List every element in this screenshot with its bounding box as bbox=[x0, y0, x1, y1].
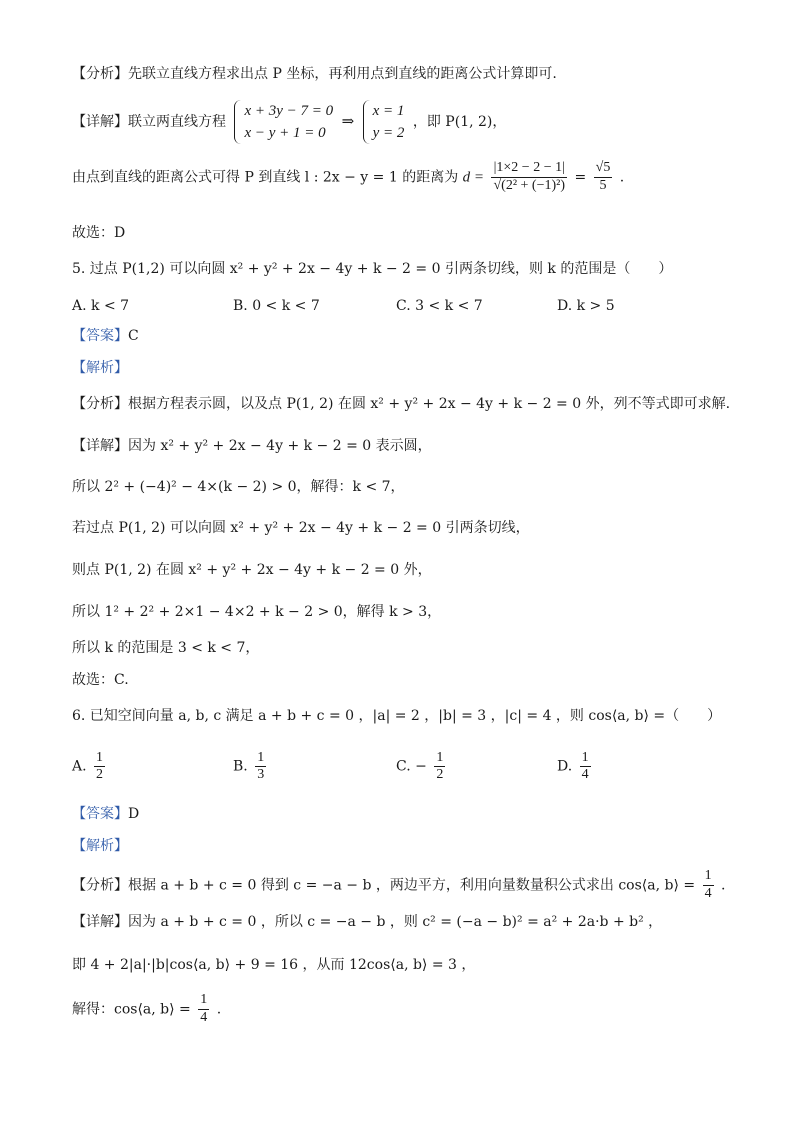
q5-detail-4: 则点 P(1, 2) 在圆 x² + y² + 2x − 4y + k − 2 = 0 外， bbox=[72, 562, 432, 578]
distance-prefix: 由点到直线的距离公式可得 P 到直线 l : 2x − y = 1 的距离为 bbox=[72, 169, 459, 186]
q5-answer-value: C bbox=[128, 328, 139, 344]
q6-analysis bbox=[72, 868, 725, 903]
q6-option-a bbox=[72, 750, 108, 783]
result-numerator: √5 bbox=[594, 160, 613, 178]
implies-arrow: ⇒ bbox=[341, 114, 355, 130]
distance-line bbox=[72, 160, 624, 195]
q6-answer bbox=[72, 806, 139, 823]
frac-num: 1 bbox=[96, 750, 104, 765]
q6-option-d-frac bbox=[580, 750, 591, 783]
distance-fraction bbox=[491, 160, 567, 195]
q6-detail-2: 即 4 + 2|a|·|b|cos⟨a, b⟩ + 9 = 16 ，从而 12cos⟨a, b⟩ = 3 ， bbox=[72, 957, 476, 973]
q6-jiexi: 【解析】 bbox=[72, 838, 128, 854]
frac-den: 2 bbox=[436, 767, 444, 782]
q6-option-b-label: B. bbox=[233, 758, 248, 775]
frac-num: 1 bbox=[436, 750, 444, 765]
q5-option-a: A. k < 7 bbox=[72, 298, 130, 314]
solution-suffix: ，即 P(1, 2)， bbox=[412, 114, 507, 130]
frac-num: 1 bbox=[257, 750, 265, 765]
q6-option-b-frac bbox=[255, 750, 266, 783]
q5-option-d: D. k > 5 bbox=[557, 298, 615, 314]
q6-detail-3-end: . bbox=[216, 1001, 222, 1018]
q5-stem: 5. 过点 P(1,2) 可以向圆 x² + y² + 2x − 4y + k − 2 = 0 引两条切线，则 k 的范围是（ ） bbox=[72, 261, 673, 277]
system-eq-1: x + 3y − 7 = 0 bbox=[244, 103, 334, 119]
distance-equals: = bbox=[574, 169, 587, 186]
frac-den: 4 bbox=[581, 767, 589, 782]
analysis-line: 【分析】先联立直线方程求出点 P 坐标，再利用点到直线的距离公式计算即可. bbox=[72, 66, 557, 82]
q5-option-b: B. 0 < k < 7 bbox=[233, 298, 320, 314]
q5-detail-1: 【详解】因为 x² + y² + 2x − 4y + k − 2 = 0 表示圆， bbox=[72, 438, 432, 454]
q5-option-c: C. 3 < k < 7 bbox=[396, 298, 483, 314]
q6-answer-value: D bbox=[128, 806, 140, 822]
frac-den: 2 bbox=[96, 767, 104, 782]
frac-num: 1 bbox=[198, 992, 209, 1010]
distance-end: . bbox=[619, 169, 625, 186]
solution-prefix: 【详解】联立两直线方程 bbox=[72, 114, 226, 130]
q6-option-b bbox=[233, 750, 269, 783]
q5-detail-7: 故选：C. bbox=[72, 672, 129, 688]
solution-line-system bbox=[72, 100, 506, 144]
q6-option-a-frac bbox=[94, 750, 105, 783]
q6-detail-3-text: 解得：cos⟨a, b⟩ = bbox=[72, 1001, 191, 1018]
distance-result bbox=[594, 160, 613, 195]
q6-option-c bbox=[396, 750, 448, 783]
frac-num: 1 bbox=[703, 868, 714, 886]
q5-detail-5: 所以 1² + 2² + 2×1 − 4×2 + k − 2 > 0，解得 k > 3， bbox=[72, 604, 442, 620]
q6-option-c-label: C. bbox=[396, 758, 411, 775]
frac-num: 1 bbox=[581, 750, 589, 765]
q5-detail-3: 若过点 P(1, 2) 可以向圆 x² + y² + 2x − 4y + k − 2 = 0 引两条切线， bbox=[72, 520, 530, 536]
q5-analysis: 【分析】根据方程表示圆，以及点 P(1, 2) 在圆 x² + y² + 2x − 4y + k − 2 = 0 外，列不等式即可求解. bbox=[72, 396, 731, 412]
system-eq-2: x − y + 1 = 0 bbox=[244, 125, 326, 141]
system-sol-x: x = 1 bbox=[372, 103, 405, 119]
q5-detail-2: 所以 2² + (−4)² − 4×(k − 2) > 0，解得：k < 7， bbox=[72, 479, 405, 495]
result-denominator: 5 bbox=[599, 177, 607, 193]
frac-den: 4 bbox=[704, 885, 712, 901]
frac-den: 4 bbox=[200, 1009, 208, 1025]
q5-jiexi: 【解析】 bbox=[72, 360, 128, 376]
q6-analysis-end: . bbox=[721, 877, 726, 894]
q6-option-c-frac bbox=[434, 750, 445, 783]
distance-numerator: |1×2 − 2 − 1| bbox=[491, 160, 567, 178]
frac-den: 3 bbox=[257, 767, 265, 782]
q6-detail-3-frac bbox=[198, 992, 209, 1027]
q6-option-d-label: D. bbox=[557, 758, 573, 775]
answer-line-prev: 故选：D bbox=[72, 225, 126, 241]
equation-system-1 bbox=[234, 100, 333, 144]
q6-analysis-text: 【分析】根据 a + b + c = 0 得到 c = −a − b ，两边平方，利用向量数量积公式求出 cos⟨a, b⟩ = bbox=[72, 877, 696, 894]
q6-analysis-frac bbox=[703, 868, 714, 903]
distance-denominator: √(2² + (−1)²) bbox=[493, 177, 566, 193]
q6-option-c-sign: − bbox=[415, 758, 427, 775]
q6-answer-tag: 【答案】 bbox=[72, 806, 128, 822]
q6-option-d bbox=[557, 750, 594, 783]
q6-option-a-label: A. bbox=[72, 758, 87, 775]
q6-detail-1: 【详解】因为 a + b + c = 0 ，所以 c = −a − b ，则 c² = (−a − b)² = a² + 2a·b + b² ， bbox=[72, 914, 663, 930]
q5-answer-tag: 【答案】 bbox=[72, 328, 128, 344]
system-sol-y: y = 2 bbox=[372, 125, 405, 141]
q6-stem: 6. 已知空间向量 a, b, c 满足 a + b + c = 0 ，|a| = 2 ，|b| = 3 ，|c| = 4 ，则 cos⟨a, b⟩ =（ ） bbox=[72, 708, 722, 724]
distance-d: d = bbox=[462, 169, 485, 186]
q5-answer bbox=[72, 328, 139, 345]
q5-detail-6: 所以 k 的范围是 3 < k < 7， bbox=[72, 640, 260, 656]
equation-system-2 bbox=[363, 100, 405, 144]
q6-detail-3 bbox=[72, 992, 221, 1027]
